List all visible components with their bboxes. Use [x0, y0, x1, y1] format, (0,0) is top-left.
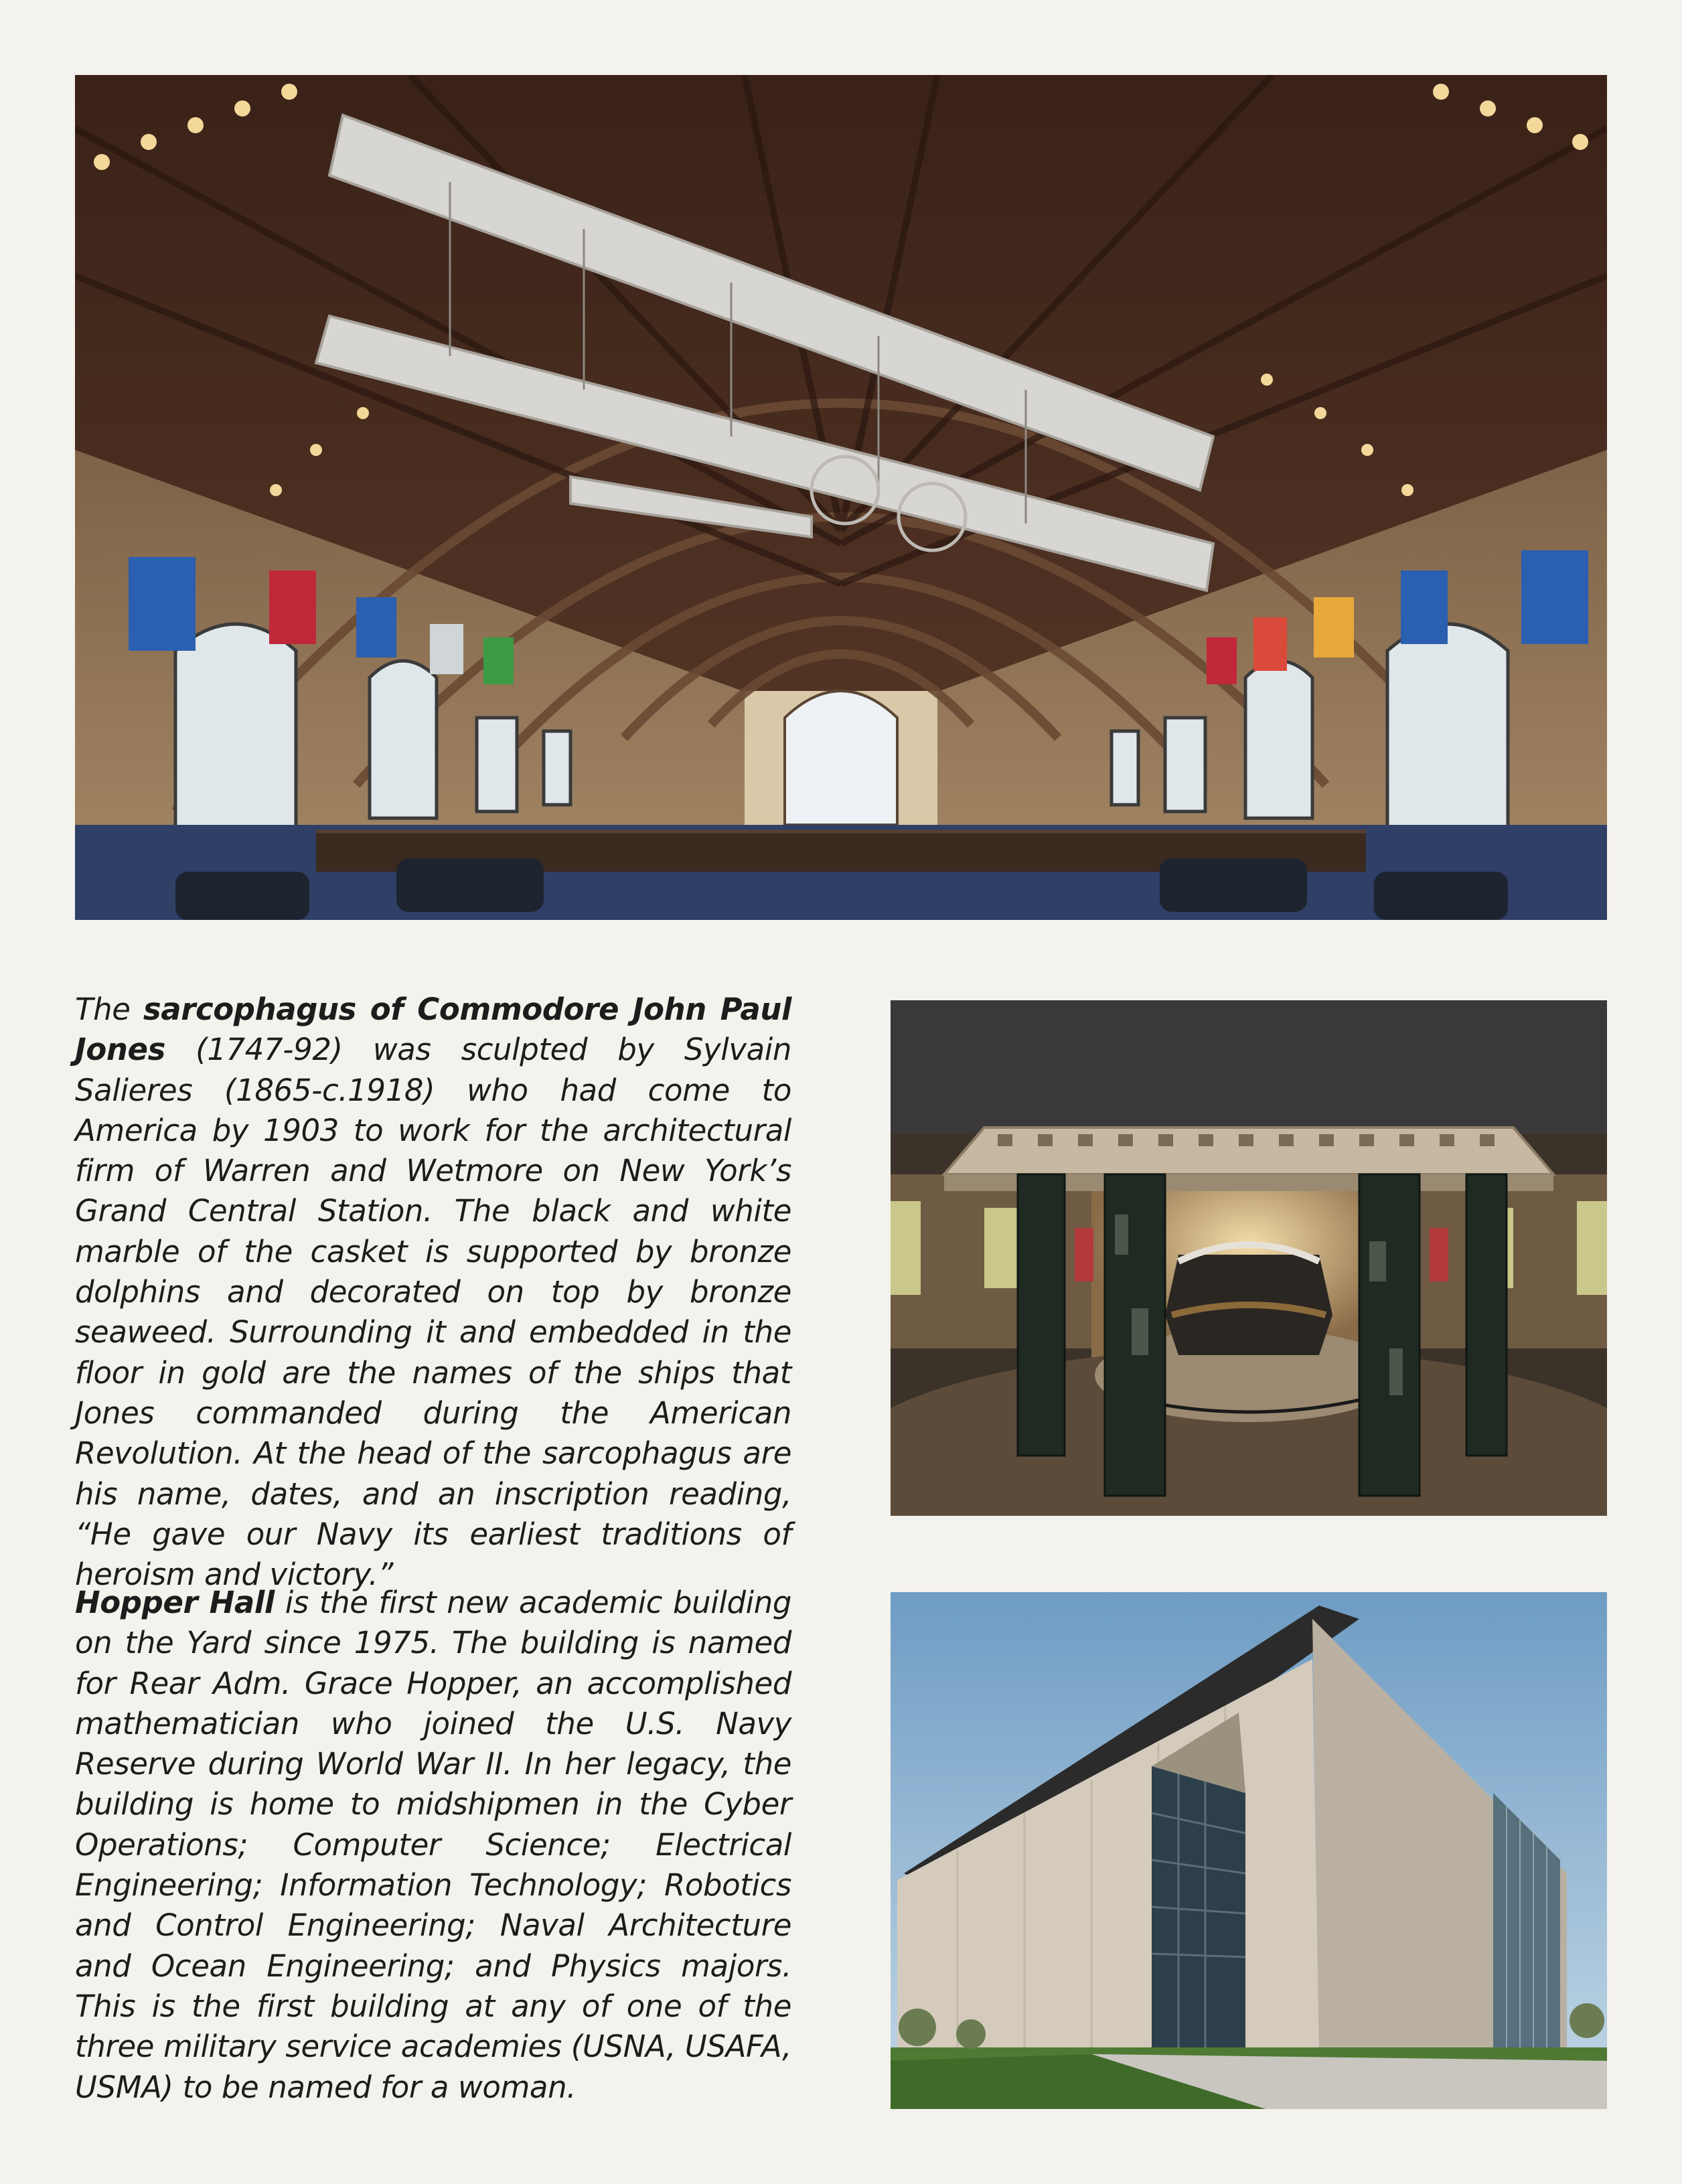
hall-interior-illustration	[75, 75, 1607, 920]
sarcophagus-bold-title: sarcophagus of Commodore John Paul Jones	[75, 992, 792, 1068]
crypt-illustration	[891, 1000, 1607, 1516]
hopper-hall-photo	[891, 1592, 1607, 2109]
hopper-hall-body: is the first new academic building on the Yard since 1975. The building is named for Rear Adm. Grace Hopper, an accomplished mathematician who joined the U.S. Navy Reserve during World War II. In her legacy, the building is home to midshipmen in the Cyber Operations; Computer Science; Electrical Engineering; Information Technology; Robotics and Control Engineering; Naval Architecture and Ocean Engineering; and Physics majors. This is the first building at any of one of the three military service academies (USNA, USAFA, USMA) to be named for a woman.	[75, 1585, 791, 2105]
hall-interior-photo	[75, 75, 1607, 920]
sarcophagus-paragraph	[75, 990, 791, 1595]
hopper-hall-illustration	[891, 1592, 1607, 2109]
hopper-hall-bold-title: Hopper Hall	[75, 1585, 275, 1620]
sarcophagus-lead: The	[75, 992, 143, 1027]
hopper-hall-paragraph	[75, 1583, 791, 2108]
sarcophagus-body: (1747-92) was sculpted by Sylvain Salieres (1865-c.1918) who had come to America by 1903 to work for the architectural firm of Warren and Wetmore on New York’s Grand Central Station. The black and white marble of the casket is supported by bronze dolphins and decorated on top by bronze seaweed. Surrounding it and embedded in the floor in gold are the names of the ships that Jones commanded during the American Revolution. At the head of the sarcophagus are his name, dates, and an inscription reading, “He gave our Navy its earliest traditions of heroism and victory.”	[75, 1032, 791, 1593]
sarcophagus-crypt-photo	[891, 1000, 1607, 1516]
